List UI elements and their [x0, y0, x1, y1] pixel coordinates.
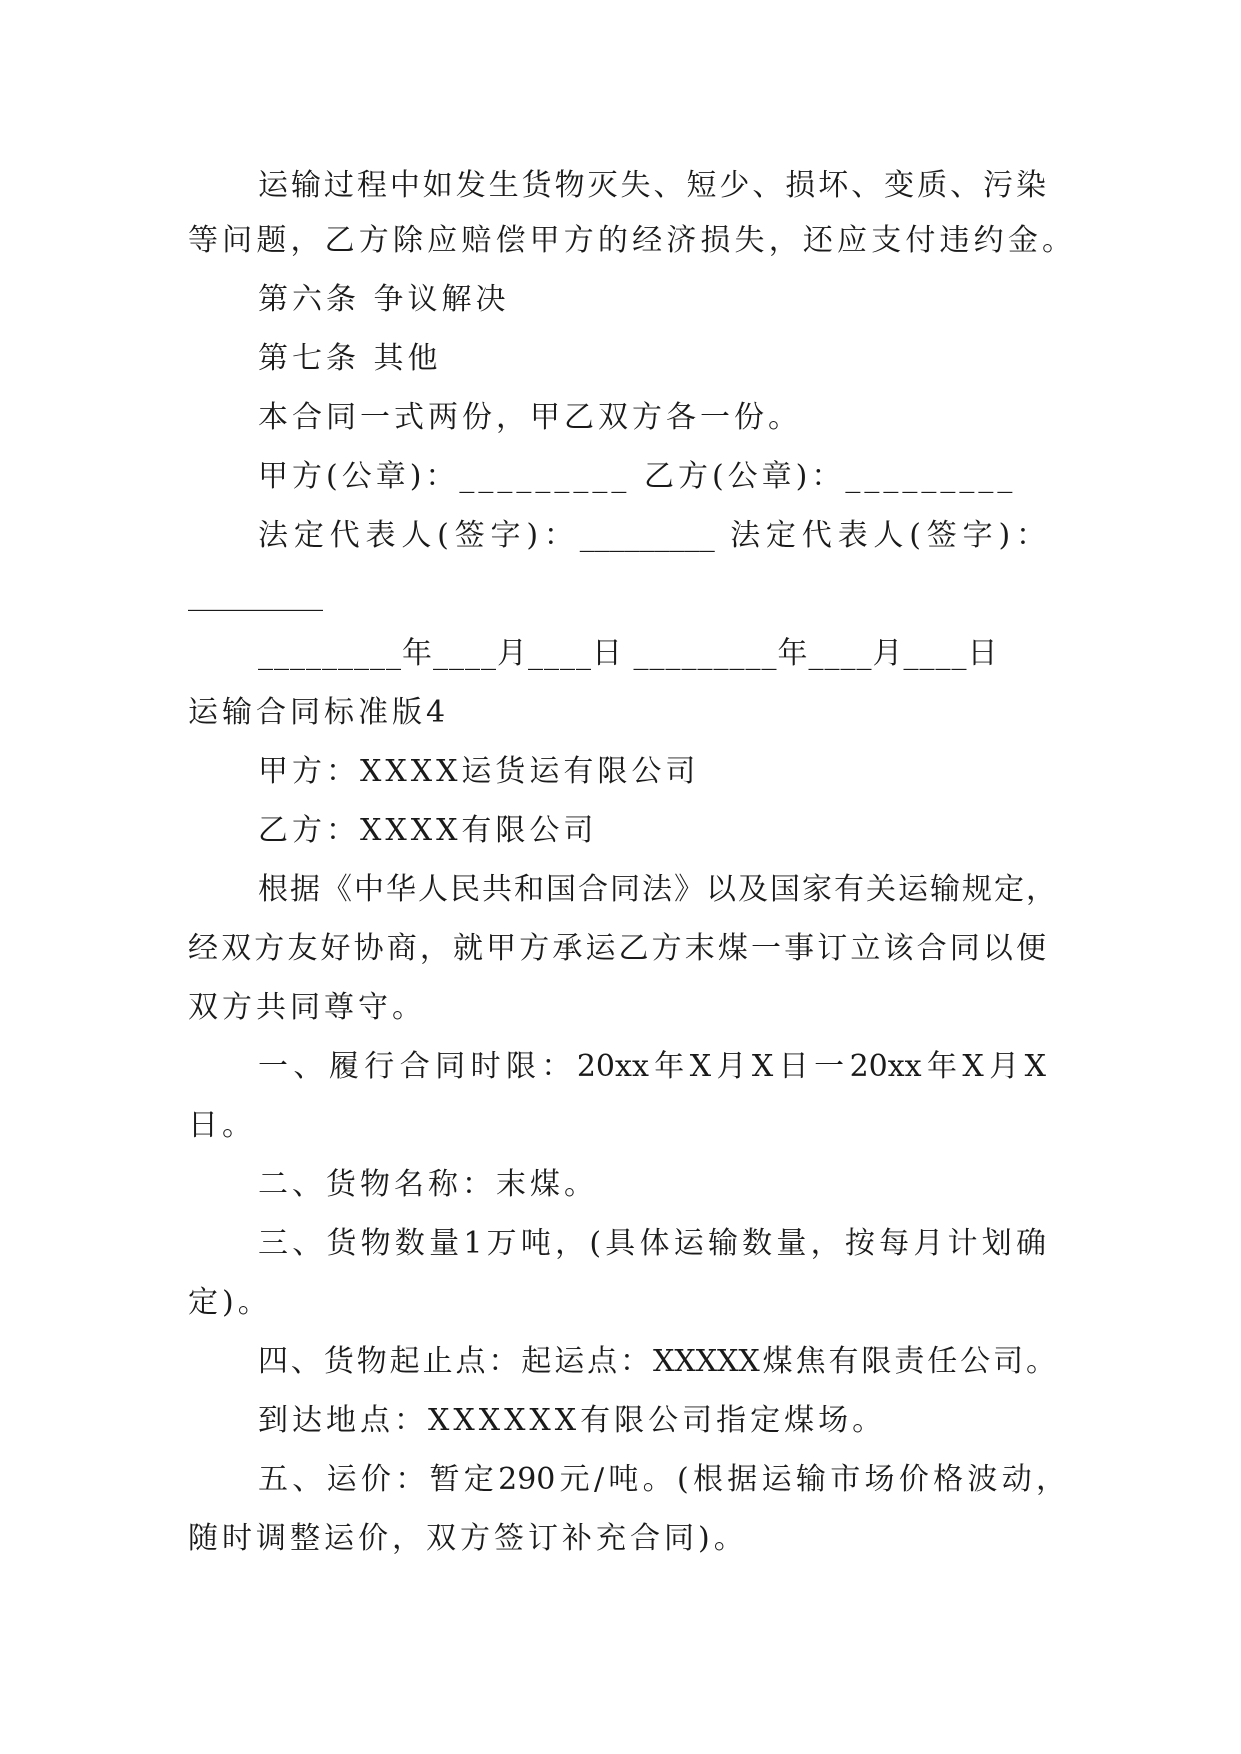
paragraph-line: 等问题，乙方除应赔偿甲方的经济损失，还应支付违约金。 — [188, 223, 1072, 258]
article-heading: 第七条 其他 — [258, 341, 442, 376]
paragraph-line: 到达地点：XXXXXX有限公司指定煤场。 — [258, 1403, 887, 1438]
paragraph-line: 根据《中华人民共和国合同法》以及国家有关运输规定， — [258, 872, 1056, 907]
date-line: _________年____月____日 _________年____月____日 — [258, 636, 999, 671]
paragraph-line: 三、货物数量1万吨，(具体运输数量，按每月计划确 — [258, 1226, 1046, 1261]
paragraph-line: 日。 — [188, 1108, 256, 1143]
signature-line-seal: 甲方(公章)：_________ 乙方(公章)：_________ — [258, 459, 1017, 494]
party-a: 甲方：XXXX运货运有限公司 — [258, 754, 700, 789]
paragraph-line: 双方共同尊守。 — [188, 990, 426, 1025]
paragraph-line: 定)。 — [188, 1285, 272, 1320]
paragraph-line: 四、货物起止点：起运点：XXXXX煤焦有限责任公司。 — [258, 1344, 1056, 1379]
signature-blank: _________ — [188, 577, 323, 612]
paragraph-line: 一、履行合同时限：20xx年X月X日一20xx年X月X — [258, 1049, 1046, 1084]
section-title: 运输合同标准版4 — [188, 695, 450, 730]
paragraph-line: 运输过程中如发生货物灭失、短少、损坏、变质、污染 — [258, 168, 1046, 203]
party-b: 乙方：XXXX有限公司 — [258, 813, 598, 848]
paragraph-line: 五、运价：暂定290元/吨。(根据运输市场价格波动， — [258, 1462, 1066, 1497]
paragraph-line: 二、货物名称：末煤。 — [258, 1167, 598, 1202]
article-heading: 第六条 争议解决 — [258, 282, 510, 317]
paragraph-line: 经双方友好协商，就甲方承运乙方末煤一事订立该合同以便 — [188, 931, 1046, 966]
paragraph-line: 随时调整运价，双方签订补充合同)。 — [188, 1521, 748, 1556]
signature-line-representative: 法定代表人(签字)：_________ 法定代表人(签字)： — [258, 518, 1046, 553]
paragraph-line: 本合同一式两份，甲乙双方各一份。 — [258, 400, 802, 435]
